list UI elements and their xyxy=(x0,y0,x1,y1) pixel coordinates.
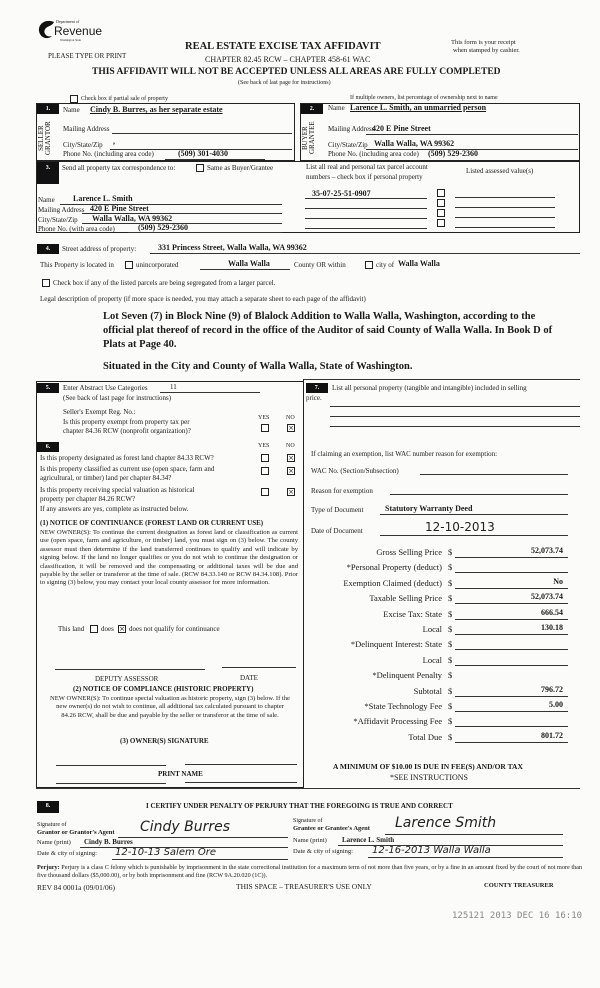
label: Is this property exempt from property tax per xyxy=(63,418,190,426)
buyer-phone[interactable]: (509) 529-2360 xyxy=(428,149,478,158)
label: Name xyxy=(63,106,80,114)
currency-symbol: $ xyxy=(448,716,453,727)
form-revision: REV 84 0001a (09/01/06) xyxy=(37,883,115,892)
line xyxy=(160,392,260,393)
currency-symbol: $ xyxy=(448,685,453,696)
personal-property-field[interactable] xyxy=(330,426,580,427)
section-number: 8. xyxy=(37,801,59,813)
grantee-signature[interactable]: Larence Smith xyxy=(395,815,497,831)
wac-field[interactable] xyxy=(420,474,568,475)
county-treasurer: COUNTY TREASURER xyxy=(484,882,554,889)
label: Name xyxy=(38,196,55,204)
buyer-mail[interactable]: 420 E Pine Street xyxy=(372,124,431,133)
fee-label: Gross Selling Price xyxy=(376,547,442,557)
buyer-name[interactable]: Larence L. Smith, an unmarried person xyxy=(350,103,487,112)
section-number: 2. xyxy=(301,104,323,114)
label: DEPUTY ASSESSOR xyxy=(95,675,159,683)
document-date[interactable]: 12-10-2013 xyxy=(425,520,495,534)
logo-name: Revenue xyxy=(54,24,103,38)
dor-logo xyxy=(36,16,103,46)
line xyxy=(380,535,568,536)
line xyxy=(112,859,288,860)
notice-compliance-title: (2) NOTICE OF COMPLIANCE (HISTORIC PROPERTY) xyxy=(73,685,254,693)
label: Same as Buyer/Grantee xyxy=(207,164,274,172)
fee-line xyxy=(455,603,568,604)
receipt-note-2: when stamped by cashier. xyxy=(453,47,520,54)
segregated-checkbox[interactable] xyxy=(42,279,50,287)
line xyxy=(305,198,427,199)
label: This Property is located in xyxy=(40,261,114,269)
label: property per chapter 84.26 RCW? xyxy=(40,495,136,503)
grantee-date-city[interactable]: 12-16-2013 Walla Walla xyxy=(372,845,491,856)
fee-line xyxy=(455,665,568,666)
forest-no-checkbox[interactable]: × xyxy=(288,454,294,462)
historic-yes-checkbox[interactable] xyxy=(261,488,269,496)
label: (See back of last page for instructions) xyxy=(63,394,172,402)
please-type: PLEASE TYPE OR PRINT xyxy=(48,52,127,60)
personal-property-checkbox[interactable] xyxy=(437,219,445,227)
partial-sale-label: Check box if partial sale of property xyxy=(81,96,168,102)
fee-value[interactable]: 666.54 xyxy=(541,607,563,617)
fee-line xyxy=(455,572,568,573)
label: does not qualify for continuance xyxy=(129,625,220,633)
assessed-value-field[interactable] xyxy=(455,227,555,228)
label: Is this property designated as forest land chapter 84.33 RCW? xyxy=(40,454,214,462)
label: Name (print) xyxy=(37,839,71,846)
owner-signature-field[interactable] xyxy=(185,764,297,765)
label: Phone No. (including area code) xyxy=(328,150,419,158)
label: List all personal property (tangible and intangible) included in selling xyxy=(332,384,527,392)
certify-statement: I CERTIFY UNDER PENALTY OF PERJURY THAT THE FOREGOING IS TRUE AND CORRECT xyxy=(146,802,453,810)
assessed-value-field[interactable] xyxy=(455,217,555,218)
same-as-buyer-checkbox[interactable] xyxy=(196,164,204,172)
fee-line xyxy=(455,726,568,727)
label: Date & city of signing: xyxy=(293,848,353,855)
label: Mailing Address xyxy=(63,125,110,133)
fee-label: Local xyxy=(422,624,442,634)
label: Type of Document xyxy=(311,506,364,514)
assessed-value-field[interactable] xyxy=(455,197,555,198)
legal-situated: Situated in the City and County of Walla Walla, State of Washington. xyxy=(103,361,413,372)
perjury-text: Perjury is a class C felony which is punishable by imprisonment in the state correctional institution for a maximum term of not more than five years, or by a fine in an amount fixed by the court of not more than five thousand dollars ($5,000.00), or by both imprisonment and fine (RCW 9A.20.020 (1C)). xyxy=(37,864,583,879)
fee-label: *State Technology Fee xyxy=(364,701,442,711)
label: Phone No. (including area code) xyxy=(63,150,154,158)
currency-symbol: $ xyxy=(448,608,453,619)
forest-yes-checkbox[interactable] xyxy=(261,454,269,462)
seller-name[interactable]: Cindy B. Burres, as her separate estate xyxy=(90,105,223,114)
section-number: 4. xyxy=(37,244,59,254)
label: Reason for exemption xyxy=(311,487,373,495)
s5-yes-header: YES xyxy=(258,415,270,421)
label: Seller's Exempt Reg. No.: xyxy=(63,408,136,416)
fee-value[interactable]: No xyxy=(553,576,563,586)
buyer-city[interactable]: Walla Walla, WA 99362 xyxy=(374,139,455,148)
currency-symbol: $ xyxy=(448,577,453,588)
currency-symbol: $ xyxy=(448,562,453,573)
label: County OR within xyxy=(294,261,346,269)
fee-label: Subtotal xyxy=(413,685,442,696)
label: Phone No. (with area code) xyxy=(38,225,115,233)
perjury-notice xyxy=(37,864,582,880)
fee-line xyxy=(455,634,568,635)
currency-symbol: $ xyxy=(448,654,453,665)
correspondence-phone[interactable]: (509) 529-2360 xyxy=(138,223,188,232)
s5-no-header: NO xyxy=(286,415,295,421)
partial-sale-checkbox[interactable] xyxy=(70,95,78,103)
section-number: 1. xyxy=(37,104,59,114)
fee-value[interactable]: 5.00 xyxy=(549,700,563,709)
personal-property-field[interactable] xyxy=(330,416,580,417)
line xyxy=(366,134,578,135)
assessed-value-field[interactable] xyxy=(455,207,555,208)
abstract-use-category[interactable]: 11 xyxy=(170,383,177,391)
label: Listed assessed value(s) xyxy=(466,167,534,175)
correspondence-name[interactable]: Larence L. Smith xyxy=(73,194,133,203)
line xyxy=(128,232,282,233)
label: Street address of property: xyxy=(62,245,137,253)
currency-symbol: $ xyxy=(448,731,453,742)
fee-value[interactable]: 801.72 xyxy=(541,730,563,740)
print-name-field[interactable] xyxy=(56,783,166,784)
form-chapter: CHAPTER 82.45 RCW – CHAPTER 458-61 WAC xyxy=(205,55,371,64)
label: City/State/Zip xyxy=(63,141,103,149)
personal-property-checkbox[interactable] xyxy=(437,209,445,217)
fee-line xyxy=(455,557,568,558)
notice-continuance-body: NEW OWNER(S): To continue the current designation as forest land or classification as current use (open space, farm and agriculture, or timber) land, you must sign on (3) below. The county assessor must then determine if the land transferred continues to qualify and will indicate by signing below. If the land no longer qualifies or you do not wish to continue the designation or classification, it will be removed and the compensating or additional taxes will be due and payable by the seller or transferor at the time of sale. (RCW 84.33.140 or RCW 84.34.108). Prior to signing (3) below, you may contact your local county assessor for more information. xyxy=(40,529,298,587)
currency-symbol: $ xyxy=(448,593,453,604)
label: Signature of xyxy=(293,818,323,824)
exempt-yes-checkbox[interactable] xyxy=(261,424,269,432)
warning: THIS AFFIDAVIT WILL NOT BE ACCEPTED UNLESS ALL AREAS ARE FULLY COMPLETED xyxy=(92,67,501,77)
line xyxy=(380,514,568,515)
divider xyxy=(303,379,580,380)
label: Grantee or Grantee's Agent xyxy=(293,825,370,832)
label: WAC No. (Section/Subsection) xyxy=(311,467,399,475)
historic-no-checkbox[interactable]: × xyxy=(288,488,294,496)
label: Mailing Address xyxy=(38,206,85,214)
fee-line xyxy=(455,588,568,589)
print-name-label: PRINT NAME xyxy=(158,770,203,778)
fee-line xyxy=(455,649,568,650)
fee-line xyxy=(455,711,568,712)
deputy-assessor-signature[interactable] xyxy=(55,669,205,670)
label: City/State/Zip xyxy=(38,216,78,224)
line xyxy=(165,159,265,160)
buyer-grantee-label: BUYER GRANTEE xyxy=(301,121,316,155)
seller-phone[interactable]: (509) 301-4030 xyxy=(178,149,228,158)
correspondence-city[interactable]: Walla Walla, WA 99362 xyxy=(92,214,173,223)
fee-value[interactable]: 796.72 xyxy=(541,684,563,694)
label: Is this property classified as current use (open space, farm and xyxy=(40,465,215,473)
label: Grantor or Grantor's Agent xyxy=(37,829,115,836)
label: Signature of xyxy=(37,822,67,828)
label: agricultural, or timber) land per chapter 84.34? xyxy=(40,474,172,482)
line xyxy=(118,837,288,838)
label: DATE xyxy=(240,674,258,682)
personal-property-checkbox[interactable] xyxy=(437,199,445,207)
seller-grantor-label: SELLER GRANTOR xyxy=(37,121,52,155)
section-number: 5. xyxy=(37,383,59,393)
minimum-due-note: A MINIMUM OF $10.00 IS DUE IN FEE(S) AND/OR TAX xyxy=(333,762,523,771)
not-qualifies-checkbox[interactable]: × xyxy=(119,625,125,633)
personal-property-checkbox[interactable] xyxy=(437,189,445,197)
perjury-label: Perjury: xyxy=(37,864,60,871)
label: If claiming an exemption, list WAC number reason for exemption: xyxy=(311,450,498,458)
logo-dept: Department of xyxy=(56,19,80,24)
grantor-date-city[interactable]: 12-10-13 Salem Ore xyxy=(115,847,217,858)
receipt-note: This form is your receipt xyxy=(451,39,516,46)
line xyxy=(368,857,563,858)
document-type[interactable]: Statutory Warranty Deed xyxy=(385,504,473,513)
label: Legal description of property (if more space is needed, you may attach a separate sheet to each page of the affidavit) xyxy=(40,295,366,303)
fee-value[interactable]: 52,073.74 xyxy=(531,592,563,602)
currency-symbol: $ xyxy=(448,624,453,634)
current-use-yes-checkbox[interactable] xyxy=(261,467,269,475)
line xyxy=(200,269,290,270)
multiple-owners-note: If multiple owners, list percentage of ownership next to name xyxy=(350,95,498,101)
owner-signature-title: (3) OWNER(S) SIGNATURE xyxy=(120,737,209,745)
line xyxy=(305,218,427,219)
label: Send all property tax correspondence to: xyxy=(62,164,176,172)
line xyxy=(305,208,427,209)
label: Check box if any of the listed parcels are being segregated from a larger parcel. xyxy=(53,279,276,287)
divider xyxy=(36,788,580,789)
grantor-signature[interactable]: Cindy Burres xyxy=(140,819,231,835)
fee-line xyxy=(455,619,568,620)
notice-continuance-title: (1) NOTICE OF CONTINUANCE (FOREST LAND OR CURRENT USE) xyxy=(40,519,264,527)
unincorporated-checkbox[interactable] xyxy=(125,261,133,269)
line xyxy=(305,228,427,229)
label: unincorporated xyxy=(136,261,179,269)
personal-property-field[interactable] xyxy=(330,406,580,407)
label: city of xyxy=(376,261,395,269)
fee-label: Taxable Selling Price xyxy=(369,593,442,604)
notice-compliance-body: NEW OWNER(S): To continue special valuation as historic property, sign (3) below. If the new owner(s) do not wish to continue, all additional tax calculated pursuant to chapter 84.26 RCW, shall be due and payable by the seller or transferor at the time of sale. xyxy=(50,695,290,719)
fee-label: *Affidavit Processing Fee xyxy=(353,716,442,727)
print-name-field[interactable] xyxy=(185,782,297,783)
form-title: REAL ESTATE EXCISE TAX AFFIDAVIT xyxy=(185,41,381,52)
label: Enter Abstract Use Categories xyxy=(63,384,148,392)
city-checkbox[interactable] xyxy=(365,261,373,269)
reason-field[interactable] xyxy=(390,494,568,495)
correspondence-mail[interactable]: 420 E Pine Street xyxy=(90,204,149,213)
currency-symbol: $ xyxy=(448,547,453,557)
label: Date & city of signing: xyxy=(37,850,97,857)
label: Name xyxy=(328,104,345,112)
fee-value[interactable]: 130.18 xyxy=(541,623,563,632)
property-county[interactable]: Walla Walla xyxy=(228,259,270,268)
line xyxy=(150,253,580,254)
owner-signature-field[interactable] xyxy=(56,765,166,766)
grantee-print-name[interactable]: Larence L. Smith xyxy=(342,836,395,844)
treasurer-space: THIS SPACE – TREASURER'S USE ONLY xyxy=(236,882,372,891)
fee-label: Excise Tax: State xyxy=(383,608,442,619)
fee-label: Exemption Claimed (deduct) xyxy=(343,577,442,588)
legal-description: Lot Seven (7) in Block Nine (9) of Blalock Addition to Walla Walla, Washington, according to the official plat thereof of record in the office of the Auditor of said County of Walla Walla. In Book D of Plats at Page 40. xyxy=(103,311,553,350)
currency-symbol: $ xyxy=(448,701,453,711)
label: Name (print) xyxy=(293,837,327,844)
label: numbers – check box if personal property xyxy=(306,173,423,181)
exempt-no-checkbox[interactable]: × xyxy=(288,424,294,432)
currency-symbol: $ xyxy=(448,639,453,650)
see-back: (See back of last page for instructions) xyxy=(238,80,331,86)
label: chapter 84.36 RCW (nonprofit organization)? xyxy=(63,427,191,435)
label: Mailing Address xyxy=(328,125,375,133)
s6-no-header: NO xyxy=(286,443,295,449)
qualifies-checkbox[interactable] xyxy=(90,625,98,633)
s6-yes-header: YES xyxy=(258,443,270,449)
fee-line xyxy=(455,696,568,697)
logo-sub: Washington State xyxy=(60,38,82,42)
fee-label: Total Due xyxy=(408,731,442,742)
property-city[interactable]: Walla Walla xyxy=(398,259,440,268)
label: Date of Document xyxy=(311,527,363,535)
label: Is this property receiving special valuation as historical xyxy=(40,486,195,494)
property-street-address[interactable]: 331 Princess Street, Walla Walla, WA 99362 xyxy=(158,243,307,252)
assessor-date-field[interactable] xyxy=(222,667,296,668)
label: List all real and personal tax parcel account xyxy=(306,163,428,171)
section-number: 6. xyxy=(37,442,59,452)
section-number: 7. xyxy=(306,383,328,393)
current-use-no-checkbox[interactable]: × xyxy=(288,467,294,475)
seller-city[interactable]: , xyxy=(113,137,115,146)
fee-value[interactable]: 52,073.74 xyxy=(531,546,563,555)
fee-label: Local xyxy=(422,654,442,665)
fee-line xyxy=(455,742,568,743)
label: City/State/Zip xyxy=(328,141,368,149)
line xyxy=(385,834,563,835)
currency-symbol: $ xyxy=(448,670,453,681)
label: price. xyxy=(306,394,322,402)
label: If any answers are yes, complete as instructed below. xyxy=(40,505,189,513)
seller-mail-field[interactable] xyxy=(112,133,292,134)
parcel-number[interactable]: 35-07-25-51-0907 xyxy=(312,189,371,198)
see-instructions: *SEE INSTRUCTIONS xyxy=(390,773,469,782)
cashier-stamp: 125121 2013 DEC 16 16:10 xyxy=(452,911,583,921)
label: does xyxy=(101,625,114,633)
fee-label: *Personal Property (deduct) xyxy=(346,562,442,573)
fee-label: *Delinquent Interest: State xyxy=(350,639,442,650)
grantor-print-name[interactable]: Cindy B. Burres xyxy=(84,838,133,846)
fee-label: *Delinquent Penalty xyxy=(372,670,442,681)
label: This land xyxy=(58,625,85,633)
section-number: 3. xyxy=(37,162,59,184)
